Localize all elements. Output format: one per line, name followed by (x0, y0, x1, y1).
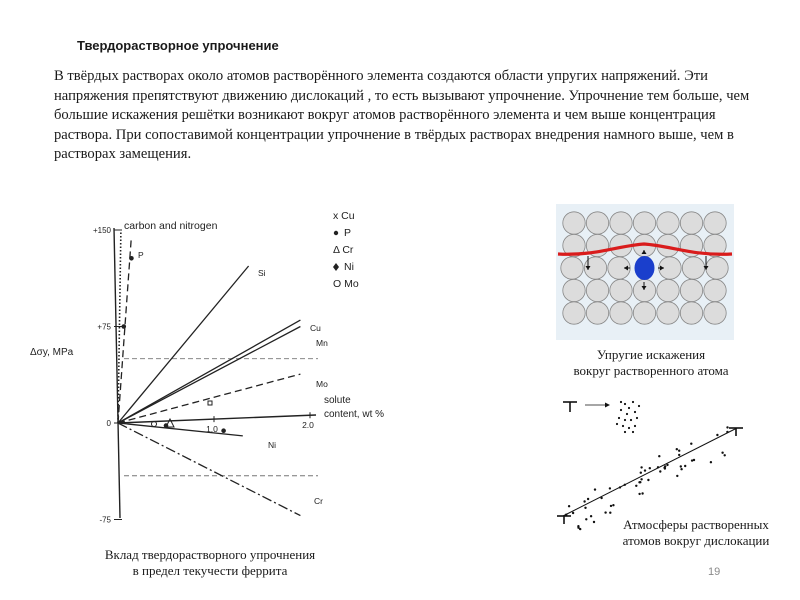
solute-dot (678, 454, 680, 456)
legend-marker (333, 263, 339, 271)
y-tick-label: +75 (97, 322, 111, 332)
solute-dot (726, 426, 728, 428)
x-tick-label: 2.0 (302, 420, 314, 431)
solute-dot (568, 505, 570, 507)
lattice-distortion-figure (556, 204, 734, 340)
chart-series (118, 230, 328, 516)
solute-dot (624, 431, 626, 433)
solute-dot (630, 419, 632, 421)
matrix-atom (633, 212, 655, 234)
atmosphere-caption (596, 517, 796, 549)
solute-dot (658, 455, 660, 457)
solute-dot (620, 409, 622, 411)
chart-caption (60, 547, 360, 579)
matrix-atom (561, 257, 583, 279)
solute-dot (609, 487, 611, 489)
solute-dot (579, 528, 581, 530)
solute-dot (604, 511, 606, 513)
solute-dot (716, 434, 718, 436)
solute-dot (626, 413, 628, 415)
page-number: 19 (708, 566, 721, 578)
motion-arrow-head (605, 403, 610, 408)
solute-dot (632, 401, 634, 403)
matrix-atom (704, 212, 726, 234)
chart-caption-line: Вклад твердорастворного упрочнения (104, 547, 316, 562)
matrix-atom (657, 212, 679, 234)
annotation-carbon-nitrogen: carbon and nitrogen (124, 220, 218, 232)
series-label: Si (258, 268, 266, 278)
y-tick-label: 0 (106, 419, 111, 428)
solute-dot (635, 485, 637, 487)
solute-dot (676, 475, 678, 477)
solute-dot (610, 505, 612, 507)
solute-dot (600, 497, 602, 499)
series-line-cr (118, 423, 300, 516)
solute-dot (638, 481, 640, 483)
solute-dot (616, 423, 618, 425)
solute-dot (724, 454, 726, 456)
series-label: Cu (310, 323, 321, 333)
solute-dot (691, 459, 693, 461)
matrix-atom (610, 279, 632, 301)
atmosphere-caption-line: атомов вокруг дислокации (622, 533, 770, 548)
solute-dot (678, 450, 680, 452)
solute-dot (638, 493, 640, 495)
solute-dot (710, 461, 712, 463)
solute-dot (594, 488, 596, 490)
solute-dot (620, 401, 622, 403)
solute-dot (634, 411, 636, 413)
legend-entry: O Mo (333, 278, 359, 290)
matrix-atom (704, 279, 726, 301)
x-axis (118, 415, 316, 423)
legend-entry: P (344, 227, 352, 239)
y-tick-label: +150 (92, 226, 111, 235)
matrix-atom (610, 212, 632, 234)
data-point (121, 324, 126, 329)
matrix-atom (563, 302, 585, 324)
solute-dot (684, 465, 686, 467)
legend-entry: Δ Cr (333, 244, 354, 256)
matrix-atom (563, 212, 585, 234)
solute-dot (590, 515, 592, 517)
solute-dot (624, 403, 626, 405)
matrix-atom (680, 212, 702, 234)
solute-atom (635, 256, 655, 280)
solute-dot (638, 405, 640, 407)
solute-dot (649, 467, 651, 469)
mo-marker (208, 401, 212, 405)
matrix-atom (586, 212, 608, 234)
solute-dot (565, 514, 567, 516)
solute-dot (647, 479, 649, 481)
x-axis-label: content, wt % (324, 409, 385, 420)
matrix-atom (610, 302, 632, 324)
series-line-mo (118, 374, 300, 423)
legend-entry: Ni (344, 261, 354, 273)
solute-dot (676, 448, 678, 450)
series-label: Cr (314, 496, 323, 506)
solute-dot (624, 484, 626, 486)
matrix-atom (680, 279, 702, 301)
solute-dot (628, 407, 630, 409)
solute-dot (622, 425, 624, 427)
matrix-atom (706, 257, 728, 279)
solute-dot (659, 470, 661, 472)
series-line-si (118, 266, 249, 423)
series-label: P (138, 250, 144, 260)
solute-dot (609, 512, 611, 514)
series-label: Mn (316, 338, 328, 348)
legend-marker (334, 231, 338, 235)
solute-dot (664, 467, 666, 469)
solute-dot (666, 464, 668, 466)
x-axis-label: solute (324, 395, 351, 406)
matrix-atom (682, 257, 704, 279)
series-line-mn (118, 327, 300, 424)
solute-dot (624, 419, 626, 421)
chart-legend (333, 210, 359, 290)
solute-dot (636, 417, 638, 419)
solute-dot (619, 486, 621, 488)
solute-dot (641, 492, 643, 494)
solute-dot (634, 425, 636, 427)
solute-dot (640, 478, 642, 480)
matrix-atom (704, 302, 726, 324)
solute-dot (572, 512, 574, 514)
solid-solution-chart (30, 205, 410, 535)
lattice-caption-line: вокруг растворенного атома (573, 363, 729, 378)
matrix-atom (680, 302, 702, 324)
chart-caption-line: в предел текучести феррита (132, 563, 288, 578)
series-label: Ni (268, 440, 277, 450)
slide-title: Твердорастворное упрочнение (77, 38, 279, 53)
x-tick-label: 1.0 (206, 424, 218, 435)
solute-dot (644, 469, 646, 471)
data-point (129, 256, 134, 261)
solute-dot (585, 518, 587, 520)
solute-dot (640, 472, 642, 474)
solute-dot (640, 466, 642, 468)
solute-dot (612, 504, 614, 506)
solute-dot (587, 498, 589, 500)
solute-dot (628, 427, 630, 429)
legend-entry: x Cu (333, 210, 355, 222)
solute-dot (726, 431, 728, 433)
series-line-cu (118, 320, 300, 423)
matrix-atom (633, 302, 655, 324)
mo-marker (152, 422, 157, 427)
y-tick-label: -75 (99, 515, 111, 525)
solute-dot (593, 521, 595, 523)
solute-dot (690, 443, 692, 445)
solute-dot (632, 431, 634, 433)
atmosphere-caption-line: Атмосферы растворенных (623, 517, 769, 532)
dislocation-line (563, 428, 737, 516)
matrix-atom (586, 279, 608, 301)
body-paragraph: В твёрдых растворах около атомов растворённого элемента создаются области упругих напряжений. Эти напряжения препятствуют движению дислокаций , то есть вызывают упрочнение. Упрочнение тем больше, чем большие искажения решётки возникают вокруг атомов растворённого элемента и чем выше концентрация раствора. При сопоставимой концентрации упрочнение в твёрдых растворах внедрения намного выше, чем в растворах замещения. (54, 68, 750, 163)
solute-dot (583, 500, 585, 502)
data-point (221, 428, 226, 433)
solute-dot (721, 452, 723, 454)
series-label: Mo (316, 379, 328, 389)
matrix-atom (563, 279, 585, 301)
lattice-caption (546, 347, 756, 379)
solute-dot (618, 417, 620, 419)
lattice-caption-line: Упругие искажения (596, 347, 706, 362)
matrix-atom (657, 279, 679, 301)
matrix-atom (657, 302, 679, 324)
solute-dot (680, 465, 682, 467)
solute-dot (657, 466, 659, 468)
solute-dot (584, 507, 586, 509)
matrix-atom (586, 302, 608, 324)
solute-dot (680, 468, 682, 470)
y-axis-label: Δσy, MPa (30, 347, 74, 358)
